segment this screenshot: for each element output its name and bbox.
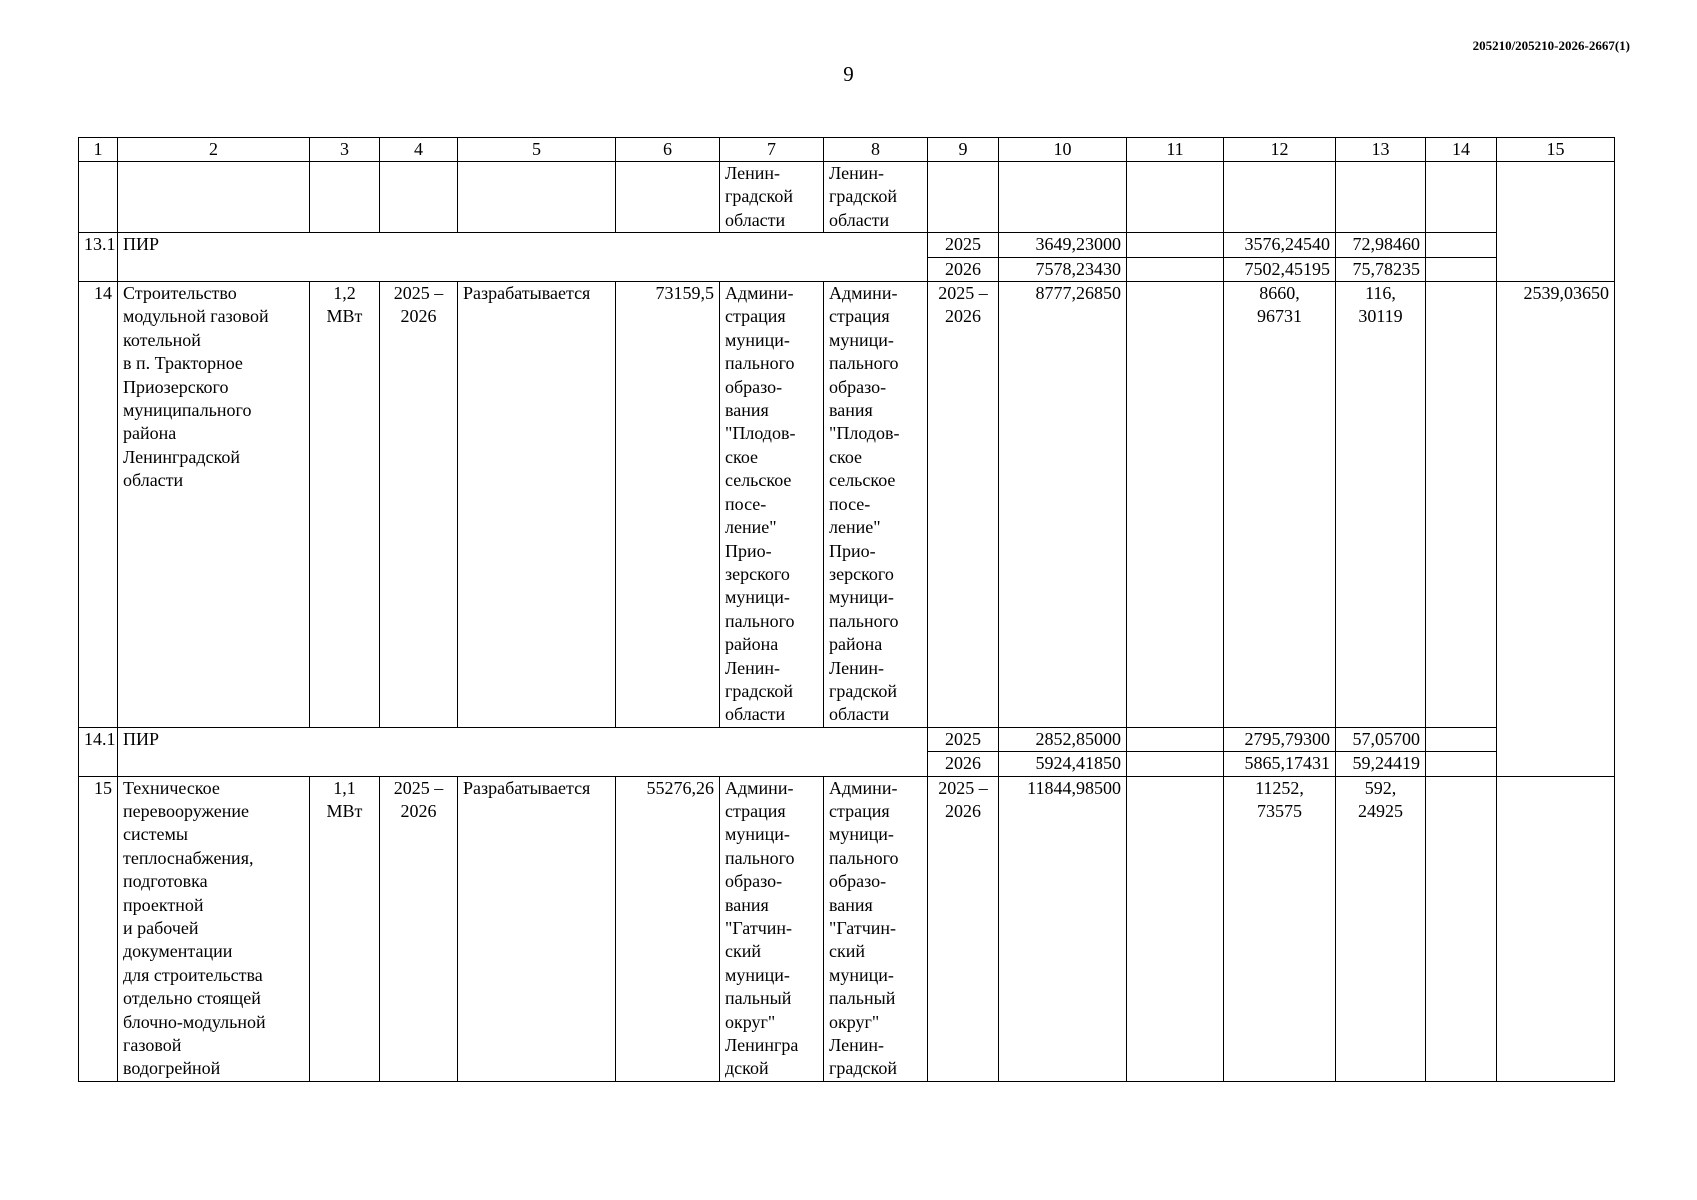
cost-cell: 8660, 96731	[1224, 282, 1336, 728]
cost-cell: 11844,98500	[999, 776, 1127, 1081]
year-range-cell: 2025 – 2026	[928, 282, 999, 728]
column-number: 3	[310, 138, 380, 162]
cost-cell: 592, 24925	[1336, 776, 1426, 1081]
status-cell: Разрабатывается	[458, 282, 616, 728]
year-cell: 2025	[928, 727, 999, 751]
table-cell	[1497, 162, 1615, 233]
cost-cell: 116, 30119	[1336, 282, 1426, 728]
table-cell	[1426, 162, 1497, 233]
table-cell	[1127, 257, 1224, 281]
capacity-cell: 1,1 МВт	[310, 776, 380, 1081]
table-cell	[1426, 282, 1497, 728]
administrator-cell: Ленин- градской области	[720, 162, 824, 233]
year-range-cell: 2025 – 2026	[928, 776, 999, 1081]
cost-cell: 2852,85000	[999, 727, 1127, 751]
status-cell: Разрабатывается	[458, 776, 616, 1081]
customer-cell: Ленин- градской области	[824, 162, 928, 233]
column-number: 14	[1426, 138, 1497, 162]
table-row-14-1-2025	[79, 727, 1615, 751]
administrator-cell: Админи- страция муници- пального образо- вания "Плодов- ское сельское посе- ление" Прио- зерского муници- пального района Ленин- градской области	[720, 282, 824, 728]
table-cell	[380, 162, 458, 233]
row-title: ПИР	[118, 233, 928, 282]
cost-cell: 2795,79300	[1224, 727, 1336, 751]
column-number: 6	[616, 138, 720, 162]
table-cell	[1127, 727, 1224, 751]
capacity-cell: 1,2 МВт	[310, 282, 380, 728]
column-number: 12	[1224, 138, 1336, 162]
document-id: 205210/205210-2026-2667(1)	[1472, 38, 1630, 53]
column-number: 10	[999, 138, 1127, 162]
table-cell	[1497, 776, 1615, 1081]
table-row-13-1-2025	[79, 233, 1615, 257]
table-row-continuation	[79, 162, 1615, 233]
cost-cell: 59,24419	[1336, 752, 1426, 776]
table-cell	[1127, 776, 1224, 1081]
page-number: 9	[843, 62, 854, 86]
row-number: 14	[79, 282, 118, 728]
table-cell	[1127, 233, 1224, 257]
table-row-15	[79, 776, 1615, 1081]
table-row-14	[79, 282, 1615, 728]
year-cell: 2026	[928, 752, 999, 776]
table-cell	[999, 162, 1127, 233]
row-number: 14.1	[79, 727, 118, 776]
table-cell	[1426, 752, 1497, 776]
table-cell	[1426, 257, 1497, 281]
cost-cell: 7578,23430	[999, 257, 1127, 281]
table-cell	[118, 162, 310, 233]
row-number: 13.1	[79, 233, 118, 282]
customer-cell: Админи- страция муници- пального образо- вания "Гатчин- ский муници- пальный округ" Ленин- градской	[824, 776, 928, 1081]
table-cell	[1127, 282, 1224, 728]
table-cell	[1127, 162, 1224, 233]
cost-cell: 57,05700	[1336, 727, 1426, 751]
table-cell	[1497, 233, 1615, 282]
cost-cell: 5924,41850	[999, 752, 1127, 776]
cost-cell: 2539,03650	[1497, 282, 1615, 777]
column-number: 11	[1127, 138, 1224, 162]
column-number: 9	[928, 138, 999, 162]
column-number: 5	[458, 138, 616, 162]
object-name-cell: Строительство модульной газовой котельной в п. Тракторное Приозерского муниципального района Ленинградской области	[118, 282, 310, 728]
value-cell: 55276,26	[616, 776, 720, 1081]
table-cell	[310, 162, 380, 233]
value-cell: 73159,5	[616, 282, 720, 728]
cost-cell: 5865,17431	[1224, 752, 1336, 776]
data-table	[78, 137, 1615, 1082]
period-cell: 2025 – 2026	[380, 282, 458, 728]
column-number: 1	[79, 138, 118, 162]
table-cell	[1224, 162, 1336, 233]
column-number: 8	[824, 138, 928, 162]
row-number: 15	[79, 776, 118, 1081]
table-cell	[458, 162, 616, 233]
column-number: 2	[118, 138, 310, 162]
table-cell	[928, 162, 999, 233]
cost-cell: 11252, 73575	[1224, 776, 1336, 1081]
column-number-row	[79, 138, 1615, 162]
table-cell	[79, 162, 118, 233]
table-cell	[1336, 162, 1426, 233]
cost-cell: 72,98460	[1336, 233, 1426, 257]
cost-cell: 75,78235	[1336, 257, 1426, 281]
column-number: 7	[720, 138, 824, 162]
customer-cell: Админи- страция муници- пального образо- вания "Плодов- ское сельское посе- ление" Прио- зерского муници- пального района Ленин- градской области	[824, 282, 928, 728]
year-cell: 2026	[928, 257, 999, 281]
object-name-cell: Техническое перевооружение системы теплоснабжения, подготовка проектной и рабочей документации для строительства отдельно стоящей блочно-модульной газовой водогрейной	[118, 776, 310, 1081]
cost-cell: 7502,45195	[1224, 257, 1336, 281]
row-title: ПИР	[118, 727, 928, 776]
cost-cell: 8777,26850	[999, 282, 1127, 728]
table-cell	[1426, 776, 1497, 1081]
table-cell	[1426, 727, 1497, 751]
column-number: 4	[380, 138, 458, 162]
period-cell: 2025 – 2026	[380, 776, 458, 1081]
column-number: 13	[1336, 138, 1426, 162]
cost-cell: 3576,24540	[1224, 233, 1336, 257]
table-cell	[1426, 233, 1497, 257]
administrator-cell: Админи- страция муници- пального образо- вания "Гатчин- ский муници- пальный округ" Ленингра дской	[720, 776, 824, 1081]
year-cell: 2025	[928, 233, 999, 257]
cost-cell: 3649,23000	[999, 233, 1127, 257]
table-cell	[1127, 752, 1224, 776]
column-number: 15	[1497, 138, 1615, 162]
table-cell	[616, 162, 720, 233]
